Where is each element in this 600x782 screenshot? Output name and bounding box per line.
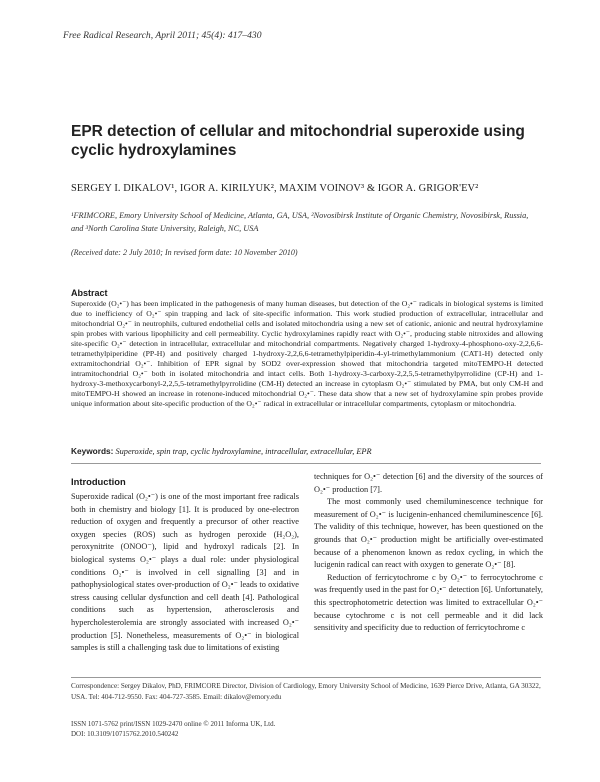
doi-line: DOI: 10.3109/10715762.2010.540242 [71, 729, 179, 738]
keywords-line [71, 446, 543, 456]
intro-paragraph: Reduction of ferricytochrome c by O₂•⁻ to ferrocytochrome c was frequently used in the past for O₂•⁻ detection [6]. Unfortunately, this spectrophotometric detection was limited to extracellular O₂•⁻ because cytochrome c is not cell permeable and it did lack sensitivity and specificity due to reduction of ferricytochrome c [314, 572, 543, 633]
author-list: SERGEY I. DIKALOV¹, IGOR A. KIRILYUK², MAXIM VOINOV³ & IGOR A. GRIGOR'EV² [71, 183, 479, 194]
issn-line: ISSN 1071-5762 print/ISSN 1029-2470 online © 2011 Informa UK, Ltd. [71, 720, 276, 728]
received-dates: (Received date: 2 July 2010; In revised form date: 10 November 2010) [71, 248, 298, 257]
footnote-divider [71, 677, 541, 678]
keywords-text: Superoxide, spin trap, cyclic hydroxylamine, intracellular, extracellular, EPR [115, 447, 372, 456]
article-title: EPR detection of cellular and mitochondrial superoxide using cyclic hydroxylamines [71, 123, 525, 159]
intro-paragraph: The most commonly used chemiluminescence technique for measurement of O₂•⁻ is lucigenin-enhanced chemiluminescence [6]. The validity of this technique, however, has been questioned on the grounds that O₂•⁻ production might be artificially over-estimated because of a phenomenon known as redox cycling, in which the lucigenin radical can react with oxygen to generate O₂•⁻ [8]. [314, 497, 543, 570]
section-divider [71, 463, 541, 464]
issn-block [71, 720, 275, 739]
abstract-body: Superoxide (O₂•⁻) has been implicated in the pathogenesis of many human diseases, but detection of the O₂•⁻ radicals in biological systems is limited due to inefficiency of O₂•⁻ spin trapping and lack of site-specific information. This work studied production of extracellular, intracellular and mitochondrial O₂•⁻ in neutrophils, cultured endothelial cells and isolated mitochondria using a new set of cationic, anionic and neutral hydroxylamine spin probes with various lipophilicity and cell permeability. Cyclic hydroxylamines rapidly react with O₂•⁻, producing stable nitroxides and allowing site-specific O₂•⁻ detection in intracellular, extracellular and mitochondrial compartments. Negatively charged 1-hydroxy-4-phosphono-oxy-2,2,6,6-tetramethylpiperidine (PP-H) and positively charged 1-hydroxy-2,2,6,6-tetramethylpiperidin-4-yl-trimethylammonium (CAT1-H) detected only extramitochondrial O₂•⁻. Inhibition of EPR signal by SOD2 over-expression showed that mitochondria targeted mitoTEMPO-H detected intramitochondrial O₂•⁻ both in isolated mitochondria and intact cells. Both 1-hydroxy-3-carboxy-2,2,5,5-tetramethylpyrrolidine (CP-H) and 1-hydroxy-3-methoxycarbonyl-2,2,5,5-tetramethylpyrrolidine (CM-H) detected an increase in cytoplasm O₂•⁻ stimulated by PMA, but only CM-H and mitoTEMPO-H showed an increase in rotenone-induced mitochondrial O₂•⁻. These data show that a new set of hydroxylamine spin probes provide unique information about site-specific production of the O₂•⁻ radical in extracellular or intracellular compartments, cytoplasm or mitochondria. [71, 299, 543, 408]
introduction-heading: Introduction [71, 476, 126, 487]
intro-paragraph: techniques for O₂•⁻ detection [6] and the diversity of the sources of O₂•⁻ production [7]. [314, 472, 543, 494]
intro-paragraph: Superoxide radical (O₂•⁻) is one of the most important free radicals both in chemistry and biology [1]. It is produced by one-electron reduction of oxygen and frequently a precursor of other reactive oxygen species (ROS) such as hydrogen peroxide (H₂O₂), peroxynitrite (ONOO⁻), lipid and hydroxyl radicals [2]. In biological systems O₂•⁻ plays a dual role: under physiological conditions O₂•⁻ is involved in cell signalling [3] and in pathophysiological states over-production of O₂•⁻ leads to oxidative stress causing cellular dysfunction and cell death [4]. Pathological conditions such as hypertension, atherosclerosis and hypercholesterolemia are strongly associated with increased O₂•⁻ production [5]. Nonetheless, measurements of O₂•⁻ in biological samples is still a challenging task due to limitations of existing [71, 492, 299, 653]
correspondence-note: Correspondence: Sergey Dikalov, PhD, FRIMCORE Director, Division of Cardiology, Emory University School of Medicine, 1639 Pierce Drive, Atlanta, GA 30322, USA. Tel: 404-712-9550. Fax: 404-727-3585. Email: dikalov@emory.edu [71, 682, 541, 701]
abstract-heading: Abstract [71, 288, 108, 298]
intro-left-column [71, 491, 299, 655]
journal-citation: Free Radical Research, April 2011; 45(4): 417–430 [63, 30, 262, 41]
keywords-label: Keywords: [71, 446, 114, 456]
affiliations: ¹FRIMCORE, Emory University School of Medicine, Atlanta, GA, USA, ²Novosibirsk Institute of Organic Chemistry, Novosibirsk, Russia, and ³North Carolina State University, Raleigh, NC, USA [71, 211, 529, 233]
intro-right-column [314, 471, 543, 635]
